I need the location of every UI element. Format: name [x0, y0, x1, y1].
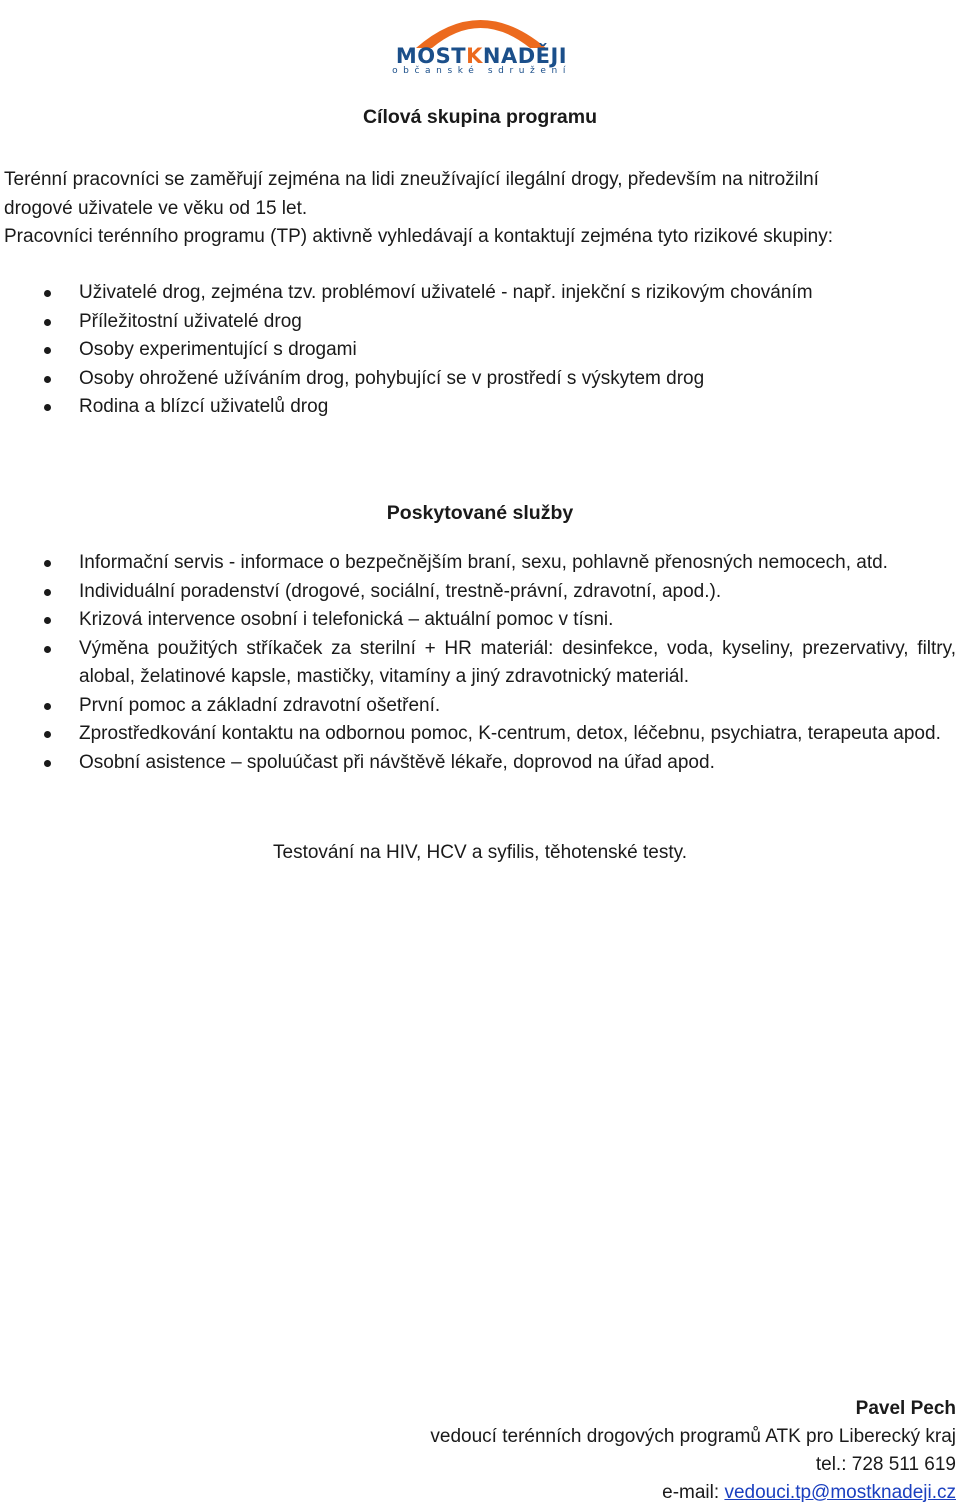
- email-link[interactable]: vedouci.tp@mostknadeji.cz: [724, 1482, 956, 1503]
- bullet-icon: [44, 376, 51, 383]
- risk-group-list: [0, 279, 956, 422]
- bullet-icon: [44, 290, 51, 297]
- bullet-icon: [44, 347, 51, 354]
- list-item: První pomoc a základní zdravotní ošetření.: [0, 692, 956, 721]
- list-item: Osoby experimentující s drogami: [0, 336, 956, 365]
- bullet-icon: [44, 617, 51, 624]
- intro-line-2: drogové uživatele ve věku od 15 let.: [4, 197, 308, 219]
- bullet-icon: [44, 703, 51, 710]
- bullet-icon: [44, 404, 51, 411]
- list-item: Příležitostní uživatelé drog: [0, 308, 956, 337]
- intro-line-1: Terénní pracovníci se zaměřují zejména na lidi zneužívající ilegální drogy, především na nitrožilní: [4, 169, 819, 190]
- list-item: Informační servis - informace o bezpečnějším braní, sexu, pohlavně přenosných nemocech, atd.: [0, 549, 956, 578]
- intro-line-3: Pracovníci terénního programu (TP) aktivně vyhledávají a kontaktují zejména tyto rizikové skupiny:: [4, 226, 833, 247]
- bullet-icon: [44, 731, 51, 738]
- list-item: Uživatelé drog, zejména tzv. problémoví uživatelé - např. injekční s rizikovým chováním: [0, 279, 956, 308]
- intro-paragraph: [4, 166, 944, 252]
- list-item: Výměna použitých stříkaček za sterilní + HR materiál: desinfekce, voda, kyseliny, prezervativy, filtry, alobal, želatinové kapsle, mastičky, vitamíny a jiný zdravotnický materiál.: [0, 635, 956, 692]
- signature-role: vedoucí terénních drogových programů ATK pro Liberecký kraj: [430, 1426, 956, 1447]
- bullet-icon: [44, 319, 51, 326]
- signature-email-line: [662, 1479, 956, 1508]
- services-list: [0, 549, 956, 777]
- section-title-services: Poskytované služby: [386, 502, 574, 524]
- list-item: Osoby ohrožené užíváním drog, pohybující se v prostředí s výskytem drog: [0, 365, 956, 394]
- logo-wordmark: MOSTKNADĚJI: [395, 44, 568, 68]
- signature-phone: tel.: 728 511 619: [815, 1454, 956, 1475]
- list-item: Osobní asistence – spoluúčast při návštěvě lékaře, doprovod na úřad apod.: [0, 749, 956, 778]
- bullet-icon: [44, 760, 51, 767]
- testing-line: Testování na HIV, HCV a syfilis, těhotenské testy.: [273, 842, 687, 863]
- logo-arc-icon: [370, 4, 592, 48]
- bullet-icon: [44, 560, 51, 567]
- list-item: Zprostředkování kontaktu na odbornou pomoc, K-centrum, detox, léčebnu, psychiatra, terapeuta apod.: [0, 720, 956, 749]
- list-item: Rodina a blízcí uživatelů drog: [0, 393, 956, 422]
- logo-subtitle: občanské sdružení: [392, 66, 571, 76]
- bullet-icon: [44, 589, 51, 596]
- list-item: Individuální poradenství (drogové, sociální, trestně-právní, zdravotní, apod.).: [0, 578, 956, 607]
- bullet-icon: [44, 646, 51, 653]
- email-label: e-mail:: [662, 1482, 725, 1503]
- section-title-target-group: Cílová skupina programu: [362, 106, 598, 128]
- organization-logo: [370, 4, 592, 76]
- signature-name: Pavel Pech: [855, 1398, 956, 1419]
- list-item: Krizová intervence osobní i telefonická – aktuální pomoc v tísni.: [0, 606, 956, 635]
